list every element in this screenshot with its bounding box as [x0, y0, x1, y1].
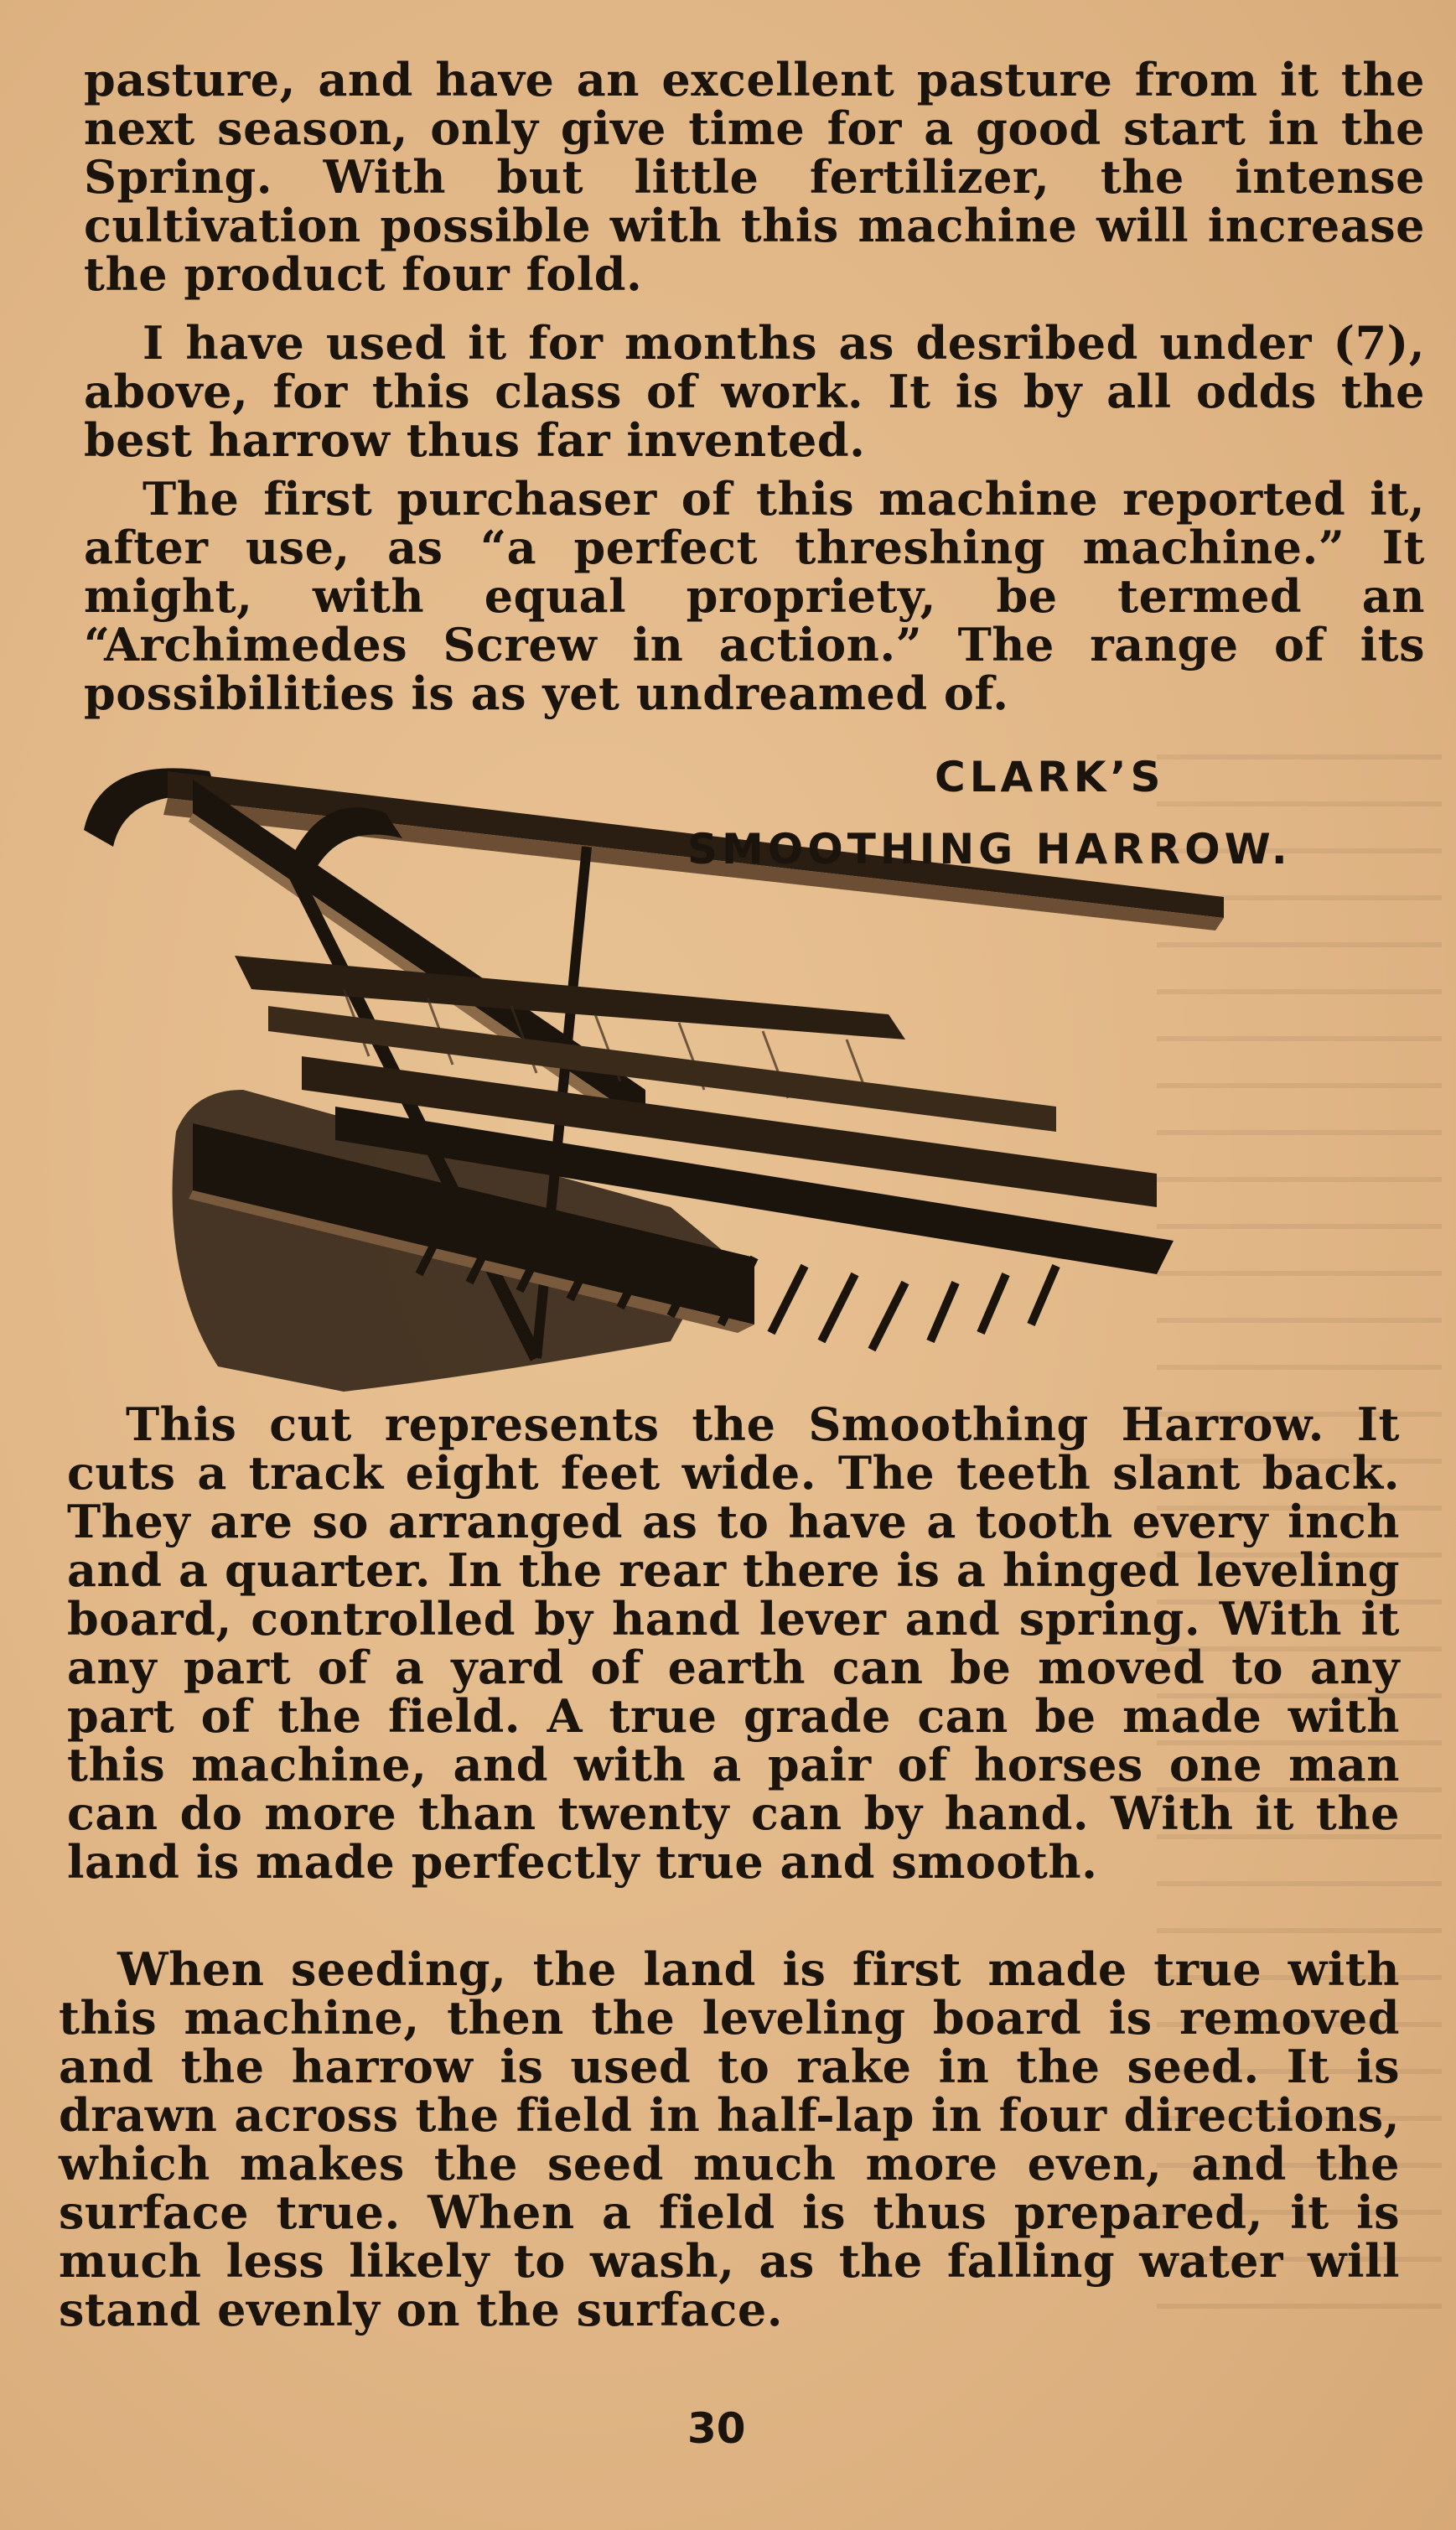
caption-smoothing-harrow: SMOOTHING HARROW. — [687, 825, 1292, 874]
paragraph-first-purchaser: The first purchaser of this machine reported it, after use, as “a perfect threshing machine.” It might, with equal propriety, be termed an “Archimedes Screw in action.” The range of its possibilities is as yet undreamed of. — [84, 472, 1425, 720]
paragraph-cut-description: This cut represents the Smoothing Harrow. It cuts a track eight feet wide. The teeth slant back. They are so arranged as to have a tooth every inch and a quarter. In the rear there is a hinged leveling board, controlled by hand lever and spring. With it any part of a yard of earth can be moved to any part of the field. A true grade can be made with this machine, and with a pair of horses one man can do more than twenty can by hand. With it the land is made perfectly true and smooth. — [67, 1397, 1400, 1889]
paragraph-best-harrow: I have used it for months as desribed under (7), above, for this class of work. It is by all odds the best harrow thus far invented. — [84, 316, 1425, 467]
caption-clarks: CLARK’S — [935, 753, 1165, 801]
paragraph-pasture: pasture, and have an excellent pasture from it the next season, only give time for a good start in the Spring. With but little fertilizer, the intense cultivation possible with this machine will increase the product four fold. — [84, 53, 1425, 301]
paragraph-seeding: When seeding, the land is first made true with this machine, then the leveling board is removed and the harrow is used to rake in the seed. It is drawn across the field in half-lap in four directions, which makes the seed much more even, and the surface true. When a field is thus prepared, it is much less likely to wash, as the falling water will stand evenly on the surface. — [59, 1942, 1400, 2336]
page-number: 30 — [687, 2404, 746, 2453]
